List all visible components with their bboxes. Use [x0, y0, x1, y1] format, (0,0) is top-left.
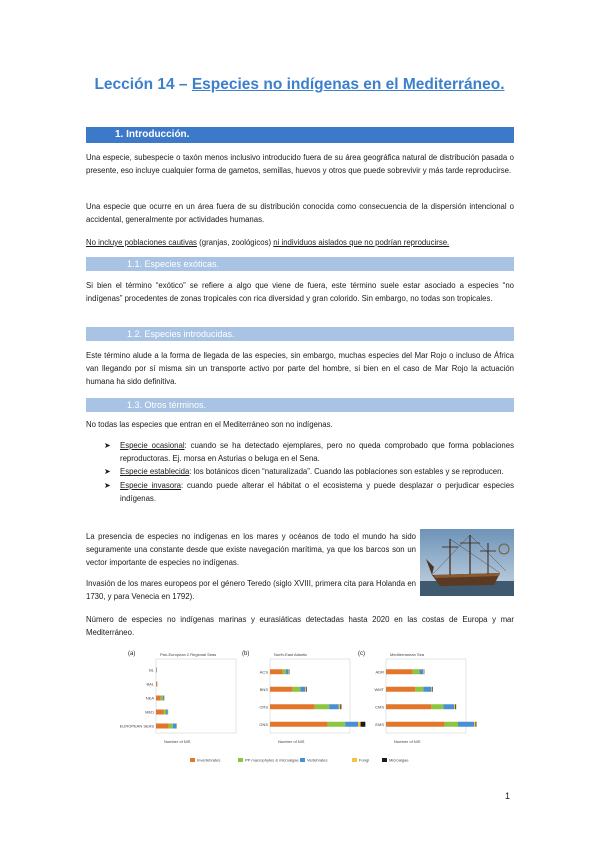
bar-segment: [358, 722, 361, 727]
panel-letter: (a): [128, 651, 136, 657]
section-heading-introducidas: 1.2. Especies introducidas.: [86, 327, 514, 341]
bar-segment: [164, 710, 166, 715]
bar-segment: [283, 669, 286, 674]
page-title: Lección 14 – Especies no indígenas en el Mediterráneo.: [94, 76, 505, 93]
panel-title: North-East Atlantic: [274, 652, 308, 657]
paragraph-exoticas: Si bien el término “exótico” se refiere a algo que viene de fuera, este término suele estar asociado a especies “no indígenas” procedentes de zonas tropicales con rica diversidad y gran colorido. Sin embargo, no todas son tropicales.: [86, 281, 514, 304]
paragraph-figure-caption: Número de especies no indígenas marinas y eurasiáticas detectadas hasta 2020 en las costas de Europa y mar Mediterráneo.: [86, 615, 514, 638]
bar-segment: [443, 704, 454, 709]
bar-segment: [156, 668, 157, 673]
section-heading-introduccion: 1. Introducción.: [86, 127, 514, 143]
panel-title: Pan-European 2 Regional Seas: [160, 652, 217, 657]
bar-segment: [431, 687, 432, 692]
paragraph-otros: No todas las especies que entran en el Mediterráneo son no indígenas.: [86, 420, 333, 429]
x-axis-label: Number of NIS: [394, 739, 421, 744]
arrow-bullet-icon: ➤: [104, 441, 111, 450]
legend-swatch: [352, 758, 357, 762]
arrow-bullet-icon: ➤: [104, 467, 111, 477]
bar-segment: [300, 687, 305, 692]
row-label: CMS: [375, 704, 384, 710]
bar-segment: [156, 724, 169, 729]
terms-list: [104, 439, 514, 505]
bar-segment: [328, 722, 346, 727]
section-heading-otros-terminos: 1.3. Otros términos.: [86, 398, 514, 412]
bar-segment: [431, 704, 443, 709]
bar-segment: [458, 722, 474, 727]
bar-segment: [161, 696, 163, 701]
x-axis-label: Number of NIS: [164, 739, 191, 744]
bar-segment: [173, 724, 176, 729]
bar-segment: [292, 687, 300, 692]
row-label: WMT: [374, 686, 384, 692]
panel-letter: (b): [242, 651, 250, 657]
paragraph-exclusions: No incluye poblaciones cautivas (granjas, zoológicos) ni individuos aislados que no podrían reproducirse.: [86, 238, 450, 247]
bar-segment: [270, 669, 283, 674]
x-axis-label: Number of NIS: [278, 739, 305, 744]
row-label: EMS: [375, 721, 384, 727]
bar-segment: [423, 669, 424, 674]
bar-segment: [166, 710, 168, 715]
paragraph-navegacion: La presencia de especies no indígenas en los mares y océanos de todo el mundo ha sido seguramente una constante desde que existe navegación marítima, ya que los barcos son un vector importante de especies no indígenas.: [86, 532, 416, 568]
row-label: GNS: [259, 721, 268, 727]
bar-segment: [306, 687, 307, 692]
legend-swatch: [238, 758, 243, 762]
panel-title: Mediterranean Sea: [390, 652, 425, 657]
row-label: BAL: [146, 681, 154, 687]
bar-segment: [270, 687, 292, 692]
paragraph-definition: Una especie, subespecie o taxón menos inclusivo introducido fuera de su área geográfica natural de distribución pasada o presente, eso incluye cualquier forma de gametos, semillas, huevos y otros que puede sobrevivir y más tarde reproducirse.: [86, 153, 514, 176]
list-item: ➤ Especie invasora: cuando puede alterar el hábitat o el ecosistema y puede desplazar o perjudicar especies indígenas.: [104, 480, 514, 503]
row-label: CRS: [259, 704, 268, 710]
legend-swatch: [382, 758, 387, 762]
bar-segment: [156, 710, 164, 715]
paragraph-introducidas: Este término alude a la forma de llegada de las especies, sin embargo, muchas especies del Mar Rojo o incluso de África van llegando por sí misma sin un transporte activo por parte del hombre, si bien en el caso de Mar Rojo la actuación humana ha sido definitiva.: [86, 351, 514, 387]
paragraph-occurrence: Una especie que ocurre en un área fuera de su distribución conocida como consecuencia de la dispersión intencional o accidental, generalmente por actividades humanas.: [86, 202, 514, 225]
row-label: ADR: [375, 669, 384, 675]
row-label: NEA: [145, 695, 154, 701]
bar-segment: [339, 704, 341, 709]
arrow-bullet-icon: ➤: [104, 480, 111, 490]
bar-segment: [454, 704, 455, 709]
bar-segment: [474, 722, 476, 727]
bar-segment: [289, 669, 290, 674]
bar-segment: [386, 704, 431, 709]
bar-segment: [415, 687, 423, 692]
bar-segment: [305, 687, 306, 692]
panel-letter: (c): [358, 651, 365, 657]
row-label: ACS: [259, 669, 268, 675]
row-label: BL: [149, 667, 154, 673]
bar-segment: [455, 704, 456, 709]
bar-segment: [413, 669, 420, 674]
bar-segment: [329, 704, 339, 709]
bar-segment: [156, 682, 157, 687]
bar-segment: [432, 687, 433, 692]
list-item: ➤ Especie establecida: los botánicos dicen “naturalizada”. Cuando las poblaciones son estables y se reproducen.: [104, 465, 514, 478]
bar-segment: [386, 722, 445, 727]
bar-segment: [476, 722, 477, 727]
bar-segment: [169, 724, 173, 729]
bar-segment: [163, 696, 164, 701]
bar-segment: [315, 704, 329, 709]
bar-segment: [345, 722, 358, 727]
bar-segment: [423, 687, 431, 692]
row-label: MED: [145, 709, 154, 715]
legend-label: PP macrophytes & microalgae: [245, 757, 299, 763]
ship-image: [420, 529, 514, 596]
bar-segment: [445, 722, 458, 727]
legend-label: Vertebrates: [307, 757, 328, 763]
bar-segment: [361, 722, 366, 727]
nis-bar-charts-figure: [120, 647, 480, 769]
list-item: ➤ Especie ocasional: cuando se ha detectado ejemplares, pero no queda comprobado que forma poblaciones reproductoras. Ej. morsa en Asturias o beluga en el Sena.: [104, 441, 514, 464]
legend-label: Invertebrates: [197, 757, 221, 763]
bar-segment: [270, 722, 328, 727]
bar-segment: [156, 696, 161, 701]
bar-segment: [386, 687, 415, 692]
bar-segment: [386, 669, 413, 674]
plot-frame: [156, 659, 236, 733]
bar-segment: [419, 669, 423, 674]
paragraph-teredo: Invasión de los mares europeos por el género Teredo (siglo XVIII, primera cita para Holanda en 1730, y para Venecia en 1792).: [86, 579, 416, 602]
row-label: BNS: [259, 686, 268, 692]
row-label: EUROPEAN SEAS: [120, 723, 154, 729]
legend-swatch: [190, 758, 195, 762]
legend-label: Fungi: [359, 757, 370, 763]
bar-segment: [270, 704, 315, 709]
legend-swatch: [300, 758, 305, 762]
section-heading-exoticas: 1.1. Especies exóticas.: [86, 257, 514, 271]
bar-segment: [340, 704, 341, 709]
bar-segment: [286, 669, 289, 674]
page-number: 1: [505, 791, 511, 801]
legend-label: Microalgae: [389, 757, 409, 763]
